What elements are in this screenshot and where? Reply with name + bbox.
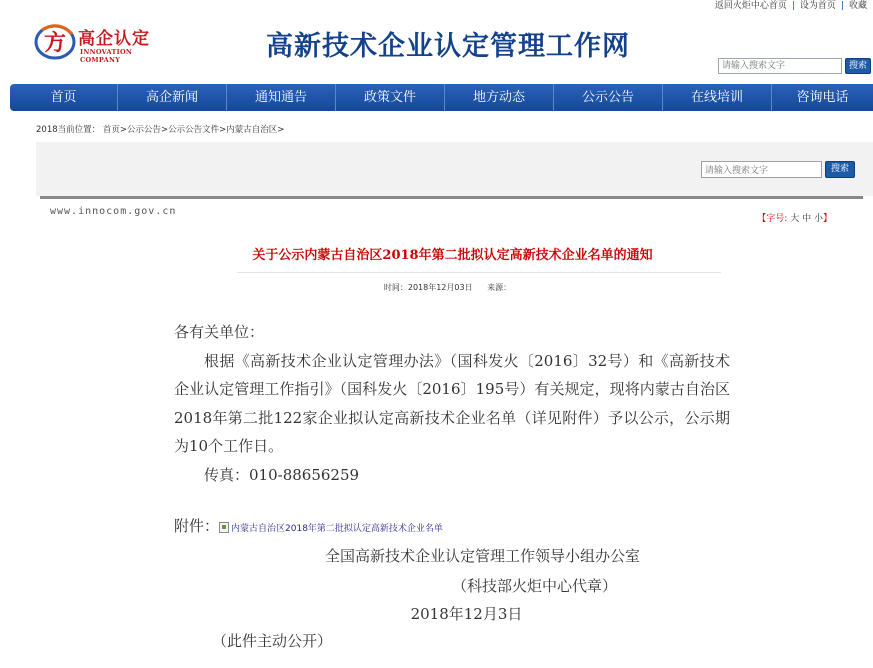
font-size-bracket-open: 【	[757, 214, 767, 224]
nav-item-policy[interactable]: 政策文件	[336, 84, 445, 111]
article-title: 关于公示内蒙古自治区2018年第二批拟认定高新技术企业名单的通知	[252, 248, 653, 263]
link-add-favorite[interactable]: 收藏	[848, 1, 867, 11]
nav-item-hotline[interactable]: 咨询电话	[796, 90, 849, 105]
signature-date: 2018年12月3日	[410, 605, 523, 623]
signature-proxy: （科技部火炬中心代章）	[451, 577, 617, 595]
nav-item-notices[interactable]: 通知通告	[227, 84, 336, 111]
font-size-bracket-close: 】	[822, 214, 832, 224]
salutation: 各有关单位：	[174, 323, 265, 341]
article-meta	[0, 282, 873, 293]
font-size-medium[interactable]: 中	[802, 214, 812, 224]
font-size-switcher	[757, 211, 832, 224]
attachment-link[interactable]	[219, 521, 443, 534]
font-size-label: 字号:	[766, 214, 788, 224]
attachment-row	[174, 515, 443, 536]
site-logo[interactable]	[34, 18, 174, 66]
attachment-label: 附件：	[174, 517, 220, 535]
site-title: 高新技术企业认定管理工作网	[266, 31, 630, 62]
body-search-button[interactable]: 搜索	[825, 161, 855, 178]
nav-item-news[interactable]: 高企新闻	[118, 84, 227, 111]
fax-line: 传真：010-88656259	[204, 465, 360, 484]
nav-item-local[interactable]: 地方动态	[445, 84, 554, 111]
nav-item-announcements[interactable]: 公示公告	[554, 84, 663, 111]
title-divider	[237, 272, 721, 273]
site-header	[0, 0, 873, 82]
body-paragraph: 根据《高新技术企业认定管理办法》（国科发火〔2016〕32号）和《高新技术企业认定管理工作指引》（国科发火〔2016〕195号）有关规定，现将内蒙古自治区2018年第二批122家企业拟认定高新技术企业名单（详见附件）予以公示，公示期为10个工作日。	[174, 351, 730, 455]
attachment-link-text: 内蒙古自治区2018年第二批拟认定高新技术企业名单	[231, 523, 443, 534]
top-utility-links: 返回火炬中心首页 | 设为首页 | 收藏	[714, 1, 867, 11]
signature-organization: 全国高新技术企业认定管理工作领导小组办公室	[324, 547, 640, 565]
article-time: 时间：2018年12月03日	[383, 283, 473, 292]
main-navigation	[10, 84, 873, 111]
link-return-home-center[interactable]: 返回火炬中心首页	[714, 1, 787, 11]
logo-english-text: INNOVATION COMPANY	[80, 48, 133, 64]
link-set-homepage[interactable]: 设为首页	[799, 1, 836, 11]
font-size-large[interactable]: 大	[790, 214, 800, 224]
body-search-input[interactable]	[701, 161, 822, 178]
svg-text:方: 方	[43, 30, 67, 56]
logo-mark-icon	[34, 20, 76, 62]
article-source: 来源：	[487, 283, 512, 292]
broken-image-icon	[219, 522, 229, 533]
nav-item-training[interactable]: 在线培训	[663, 84, 772, 111]
article-body	[174, 318, 730, 489]
nav-item-home[interactable]: 首页	[10, 84, 118, 111]
logo-chinese-text: 高企认定	[78, 29, 150, 49]
header-search-input[interactable]	[718, 58, 842, 74]
site-url: www.innocom.gov.cn	[50, 206, 177, 217]
font-size-small[interactable]: 小	[813, 214, 823, 224]
disclosure-note: （此件主动公开）	[212, 632, 333, 650]
breadcrumb: 2018当前位置： 首页>公示公告>公示公告文件>内蒙古自治区>	[36, 125, 285, 135]
header-search-button[interactable]: 搜索	[845, 58, 871, 74]
